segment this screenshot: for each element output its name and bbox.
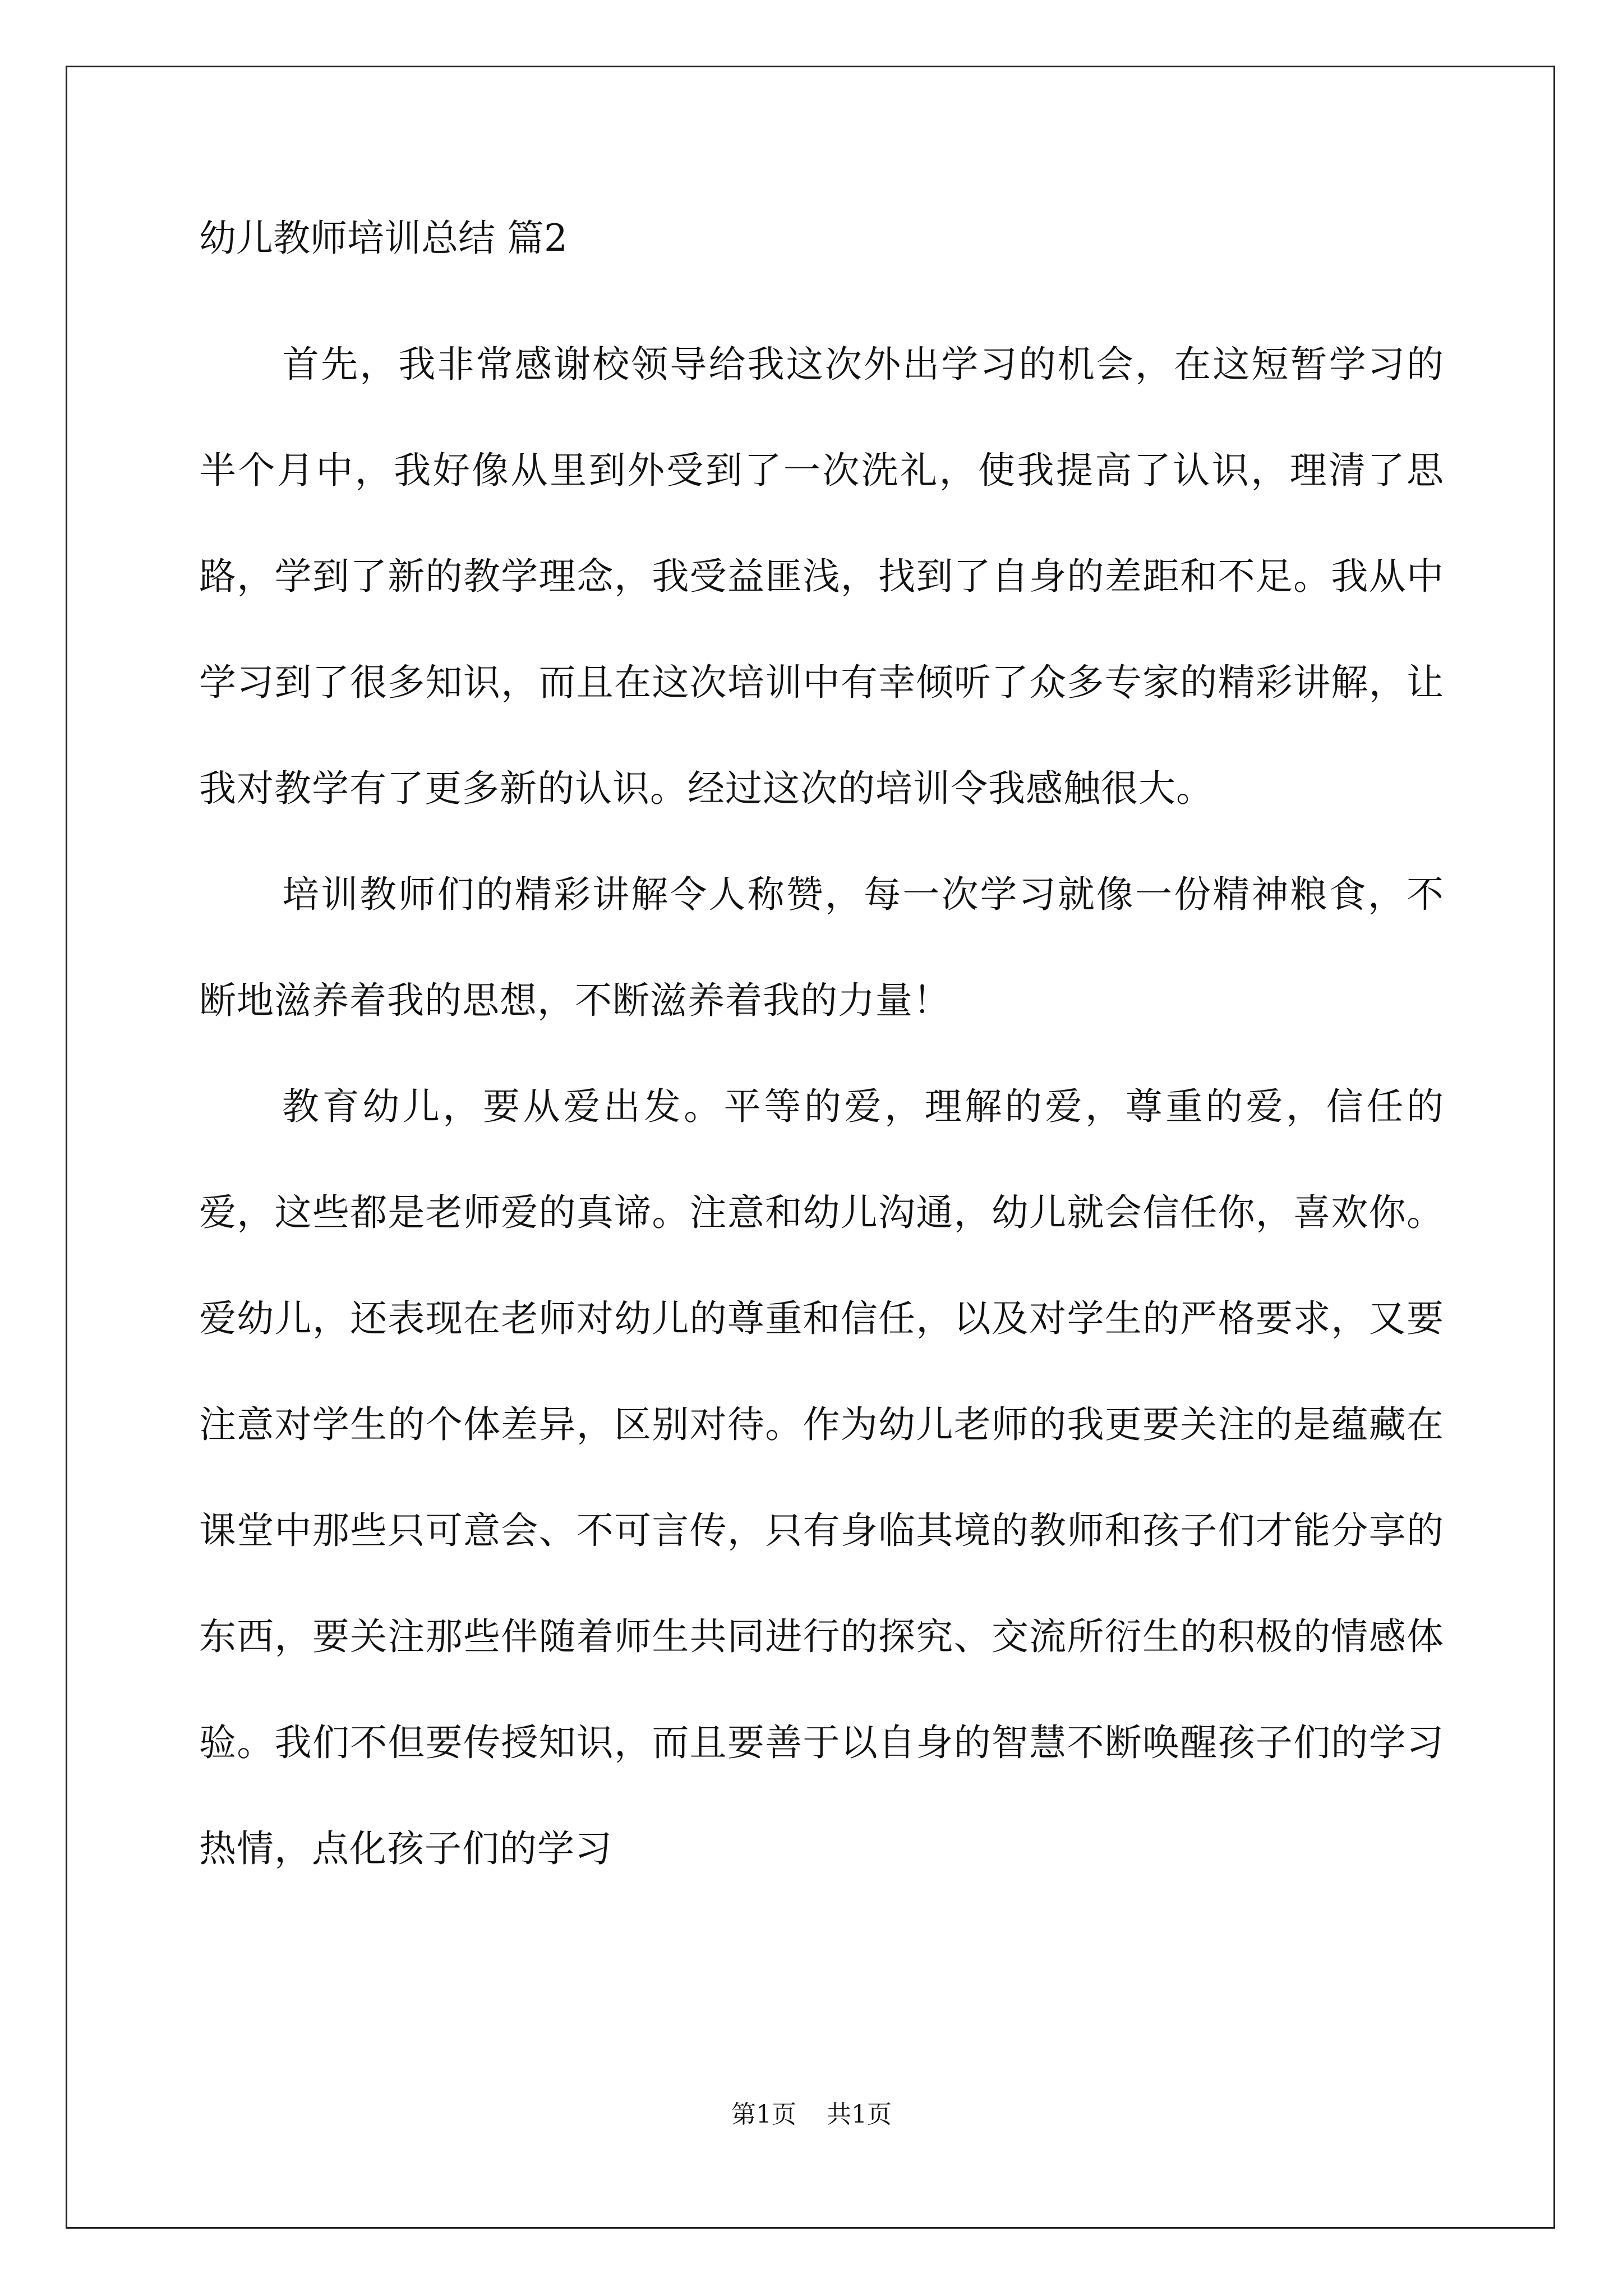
page-number: 第1页 xyxy=(731,2100,796,2129)
paragraph-3: 教育幼儿，要从爱出发。平等的爱，理解的爱，尊重的爱，信任的爱，这些都是老师爱的真谛。注意和幼儿沟通，幼儿就会信任你，喜欢你。爱幼儿，还表现在老师对幼儿的尊重和信任，以及对学生的严格要求，又要注意对学生的个体差异，区别对待。作为幼儿老师的我更要关注的是蕴藏在课堂中那些只可意会、不可言传，只有身临其境的教师和孩子们才能分享的东西，要关注那些伴随着师生共同进行的探究、交流所衍生的积极的情感体验。我们不但要传授知识，而且要善于以自身的智慧不断唤醒孩子们的学习热情，点化孩子们的学习 xyxy=(199,1085,1444,1870)
paragraph-2: 培训教师们的精彩讲解令人称赞，每一次学习就像一份精神粮食，不断地滋养着我的思想，不断滋养着我的力量！ xyxy=(199,873,1444,1022)
document-body xyxy=(199,213,1444,1902)
page-footer xyxy=(0,2098,1623,2132)
page-total: 共1页 xyxy=(827,2100,892,2129)
document-title: 幼儿教师培训总结 篇2 xyxy=(199,217,568,260)
paragraph-1: 首先，我非常感谢校领导给我这次外出学习的机会，在这短暂学习的半个月中，我好像从里到外受到了一次洗礼，使我提高了认识，理清了思路，学到了新的教学理念，我受益匪浅，找到了自身的差距和不足。我从中学习到了很多知识，而且在这次培训中有幸倾听了众多专家的精彩讲解，让我对教学有了更多新的认识。经过这次的培训令我感触很大。 xyxy=(199,343,1444,810)
